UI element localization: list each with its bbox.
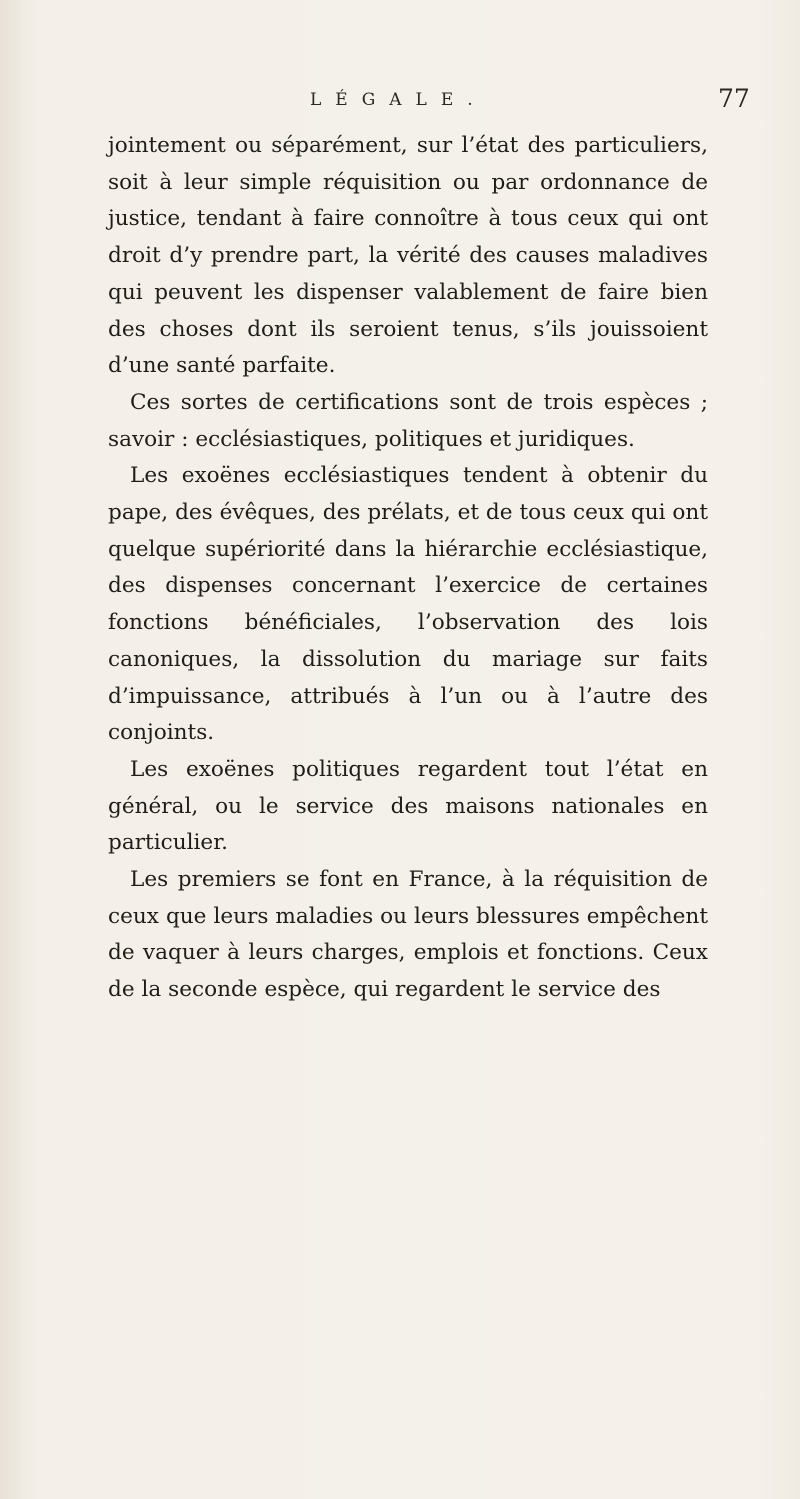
paragraph-1: jointement ou séparément, sur l’état des particuliers, soit à leur simple réquisition ou par ordonnance de justice, tendant à faire connoître à tous ceux qui ont droit d’y prendre part, la vérité des causes maladives qui peuvent les dispenser valablement de faire bien des choses dont ils seroient tenus, s’ils jouissoient d’une santé parfaite.	[108, 133, 708, 379]
body-text	[108, 128, 708, 1009]
paragraph-5: Les premiers se font en France, à la réquisition de ceux que leurs maladies ou leurs blessures empêchent de vaquer à leurs charges, emplois et fonctions. Ceux de la seconde espèce, qui regardent le service des	[108, 867, 708, 1003]
paragraph-4: Les exoënes politiques regardent tout l’état en général, ou le service des maisons nationales en particulier.	[108, 756, 708, 856]
page-number: 77	[718, 84, 750, 113]
paragraph-2: Ces sortes de certifications sont de trois espèces ; savoir : ecclésiastiques, politiques et juridiques.	[108, 389, 708, 452]
paragraph-3: Les exoënes ecclésiastiques tendent à obtenir du pape, des évêques, des prélats, et de tous ceux qui ont quelque supériorité dans la hiérarchie ecclésiastique, des dispenses concernant l’exercice de certaines fonctions bénéficiales, l’observation des lois canoniques, la dissolution du mariage sur faits d’impuissance, attribués à l’un ou à l’autre des conjoints.	[108, 463, 708, 746]
page-header	[0, 84, 800, 128]
running-title: LÉGALE.	[310, 90, 487, 110]
